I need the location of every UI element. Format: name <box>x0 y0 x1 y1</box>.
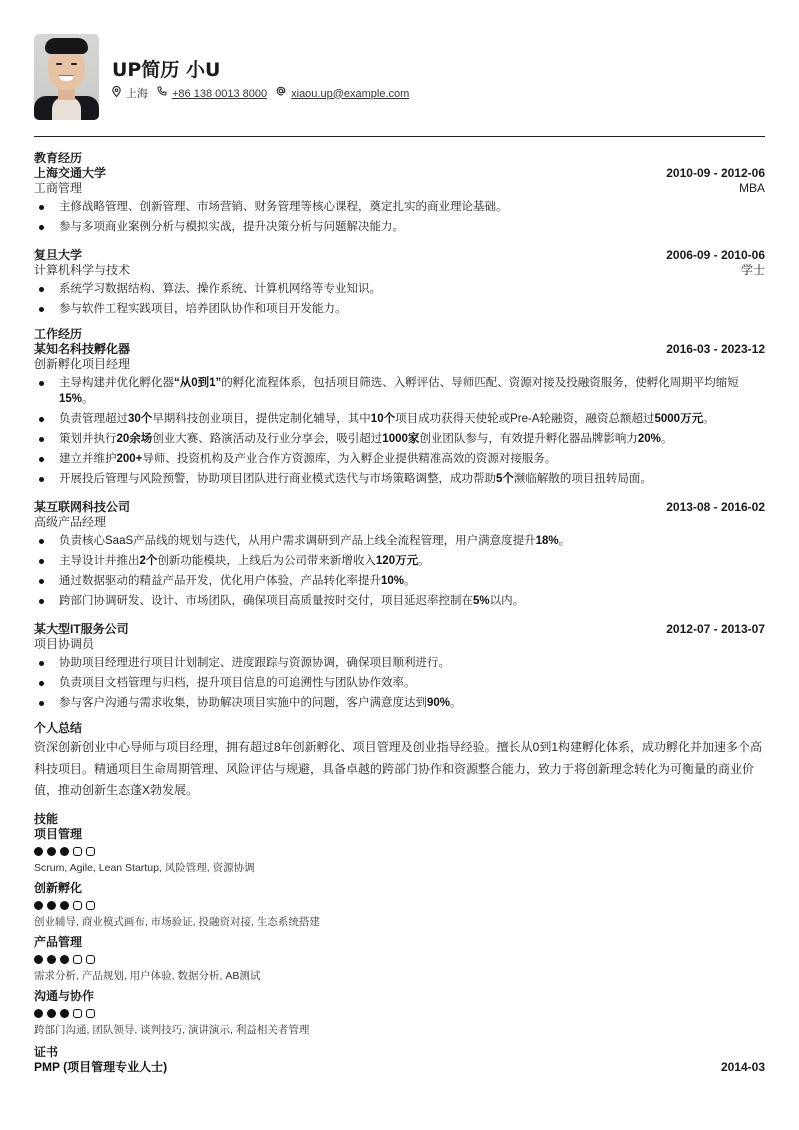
list-item: 主导设计并推出2个创新功能模块，上线后为公司带来新增收入120万元。 <box>34 553 765 569</box>
skill-name: 产品管理 <box>34 934 83 949</box>
summary-section <box>34 721 765 802</box>
certificate-date: 2014-03 <box>720 1059 765 1074</box>
section-title: 工作经历 <box>34 327 83 341</box>
filled-dot-icon <box>60 955 69 964</box>
skill-level-rating <box>34 1009 765 1018</box>
list-item: 通过数据驱动的精益产品开发，优化用户体验，产品转化率提升10%。 <box>34 573 765 589</box>
empty-dot-icon <box>73 901 82 910</box>
section-title: 个人总结 <box>34 721 83 735</box>
filled-dot-icon <box>34 1009 43 1018</box>
bullet-list <box>34 533 765 609</box>
phone-link[interactable]: +86 138 0013 8000 <box>172 87 268 100</box>
skill-name: 创新孵化 <box>34 880 83 895</box>
skill-item <box>34 827 765 875</box>
skill-level-rating <box>34 901 765 910</box>
resume-header <box>34 34 765 120</box>
filled-dot-icon <box>47 901 56 910</box>
list-item: 负责核心SaaS产品线的规划与迭代，从用户需求调研到产品上线全流程管理，用户满意度提升18%。 <box>34 533 765 549</box>
filled-dot-icon <box>60 1009 69 1018</box>
list-item: 开展投后管理与风险预警，协助项目团队进行商业模式迭代与市场策略调整，成功帮助5个濒临解散的项目扭转局面。 <box>34 471 765 487</box>
date-range: 2006-09 - 2010-06 <box>666 248 765 262</box>
skill-keywords: Scrum, Agile, Lean Startup, 风险管理, 资源协调 <box>34 861 255 874</box>
filled-dot-icon <box>34 901 43 910</box>
major: 工商管理 <box>34 181 83 195</box>
contact-info <box>112 86 418 103</box>
work-entry <box>34 500 765 609</box>
bullet-list <box>34 655 765 711</box>
list-item: 参与多项商业案例分析与模拟实战，提升决策分析与问题解决能力。 <box>34 219 765 235</box>
list-item: 参与软件工程实践项目，培养团队协作和项目开发能力。 <box>34 301 765 317</box>
empty-dot-icon <box>73 1009 82 1018</box>
bullet-list <box>34 281 765 317</box>
skill-name: 沟通与协作 <box>34 988 95 1003</box>
filled-dot-icon <box>47 847 56 856</box>
list-item: 负责项目文档管理与归档，提升项目信息的可追溯性与团队协作效率。 <box>34 675 765 691</box>
skill-item <box>34 881 765 929</box>
list-item: 负责管理超过30个早期科技创业项目，提供定制化辅导，其中10个项目成功获得天使轮或Pre-A轮融资，融资总额超过5000万元。 <box>34 411 765 427</box>
skill-keywords: 创业辅导, 商业模式画布, 市场验证, 投融资对接, 生态系统搭建 <box>34 915 320 928</box>
empty-dot-icon <box>86 955 95 964</box>
empty-dot-icon <box>86 847 95 856</box>
school-name: 复旦大学 <box>34 248 83 262</box>
degree: MBA <box>738 181 765 195</box>
section-title: 证书 <box>34 1044 59 1059</box>
filled-dot-icon <box>60 901 69 910</box>
filled-dot-icon <box>34 847 43 856</box>
section-title: 技能 <box>34 811 59 826</box>
header-divider <box>34 136 765 137</box>
job-title: 创新孵化项目经理 <box>34 357 131 371</box>
map-pin-icon <box>112 86 121 102</box>
filled-dot-icon <box>47 1009 56 1018</box>
filled-dot-icon <box>47 955 56 964</box>
filled-dot-icon <box>60 847 69 856</box>
education-entry <box>34 248 765 317</box>
candidate-name: UP简历 小U <box>112 58 221 81</box>
skill-item <box>34 935 765 983</box>
section-title: 教育经历 <box>34 151 83 165</box>
list-item: 主修战略管理、创新管理、市场营销、财务管理等核心课程，奠定扎实的商业理论基础。 <box>34 199 765 215</box>
education-section <box>34 151 765 317</box>
company-name: 某互联网科技公司 <box>34 500 131 514</box>
list-item: 系统学习数据结构、算法、操作系统、计算机网络等专业知识。 <box>34 281 765 297</box>
list-item: 主导构建并优化孵化器“从0到1”的孵化流程体系，包括项目筛选、入孵评估、导师匹配、资源对接及投融资服务，使孵化周期平均缩短15%。 <box>34 375 765 407</box>
skill-item <box>34 989 765 1037</box>
work-section <box>34 327 765 711</box>
empty-dot-icon <box>86 1009 95 1018</box>
location-text: 上海 <box>126 87 148 100</box>
email-link[interactable]: xiaou.up@example.com <box>291 87 410 100</box>
certificate-name: PMP (项目管理专业人士) <box>34 1059 168 1074</box>
skills-section <box>34 812 765 1037</box>
summary-text: 资深创新创业中心导师与项目经理，拥有超过8年创新孵化、项目管理及创业指导经验。擅长从0到1构建孵化体系，成功孵化并加速多个高科技项目。精通项目生命周期管理、风险评估与规避，具备卓越的跨部门协作和资源整合能力，致力于将创新理念转化为可衡量的商业价值，推动创新生态蓬X勃发展。 <box>34 740 763 797</box>
profile-photo <box>34 34 99 120</box>
empty-dot-icon <box>73 847 82 856</box>
list-item: 建立并维护200+导师、投资机构及产业合作方资源库，为入孵企业提供精准高效的资源对接服务。 <box>34 451 765 467</box>
work-entry <box>34 342 765 487</box>
school-name: 上海交通大学 <box>34 166 107 180</box>
job-title: 项目协调员 <box>34 637 95 651</box>
empty-dot-icon <box>73 955 82 964</box>
list-item: 协助项目经理进行项目计划制定、进度跟踪与资源协调，确保项目顺利进行。 <box>34 655 765 671</box>
date-range: 2012-07 - 2013-07 <box>666 622 765 636</box>
list-item: 跨部门协调研发、设计、市场团队，确保项目高质量按时交付，项目延迟率控制在5%以内。 <box>34 593 765 609</box>
filled-dot-icon <box>34 955 43 964</box>
skill-keywords: 跨部门沟通, 团队领导, 谈判技巧, 演讲演示, 利益相关者管理 <box>34 1023 310 1036</box>
date-range: 2013-08 - 2016-02 <box>666 500 765 514</box>
major: 计算机科学与技术 <box>34 263 131 277</box>
certificates-section <box>34 1045 765 1075</box>
list-item: 参与客户沟通与需求收集，协助解决项目实施中的问题，客户满意度达到90%。 <box>34 695 765 711</box>
education-entry <box>34 166 765 235</box>
skill-name: 项目管理 <box>34 826 83 841</box>
degree: 学士 <box>740 263 765 277</box>
resume-page <box>34 34 765 1075</box>
skill-level-rating <box>34 847 765 856</box>
job-title: 高级产品经理 <box>34 515 107 529</box>
empty-dot-icon <box>86 901 95 910</box>
bullet-list <box>34 375 765 487</box>
phone-icon <box>157 86 167 101</box>
bullet-list <box>34 199 765 235</box>
date-range: 2016-03 - 2023-12 <box>666 342 765 356</box>
work-entry <box>34 622 765 711</box>
skill-level-rating <box>34 955 765 964</box>
skill-keywords: 需求分析, 产品规划, 用户体验, 数据分析, AB测试 <box>34 969 261 982</box>
company-name: 某知名科技孵化器 <box>34 342 131 356</box>
company-name: 某大型IT服务公司 <box>34 622 129 636</box>
date-range: 2010-09 - 2012-06 <box>666 166 765 180</box>
at-icon <box>276 86 286 101</box>
list-item: 策划并执行20余场创业大赛、路演活动及行业分享会，吸引超过1000家创业团队参与，有效提升孵化器品牌影响力20%。 <box>34 431 765 447</box>
